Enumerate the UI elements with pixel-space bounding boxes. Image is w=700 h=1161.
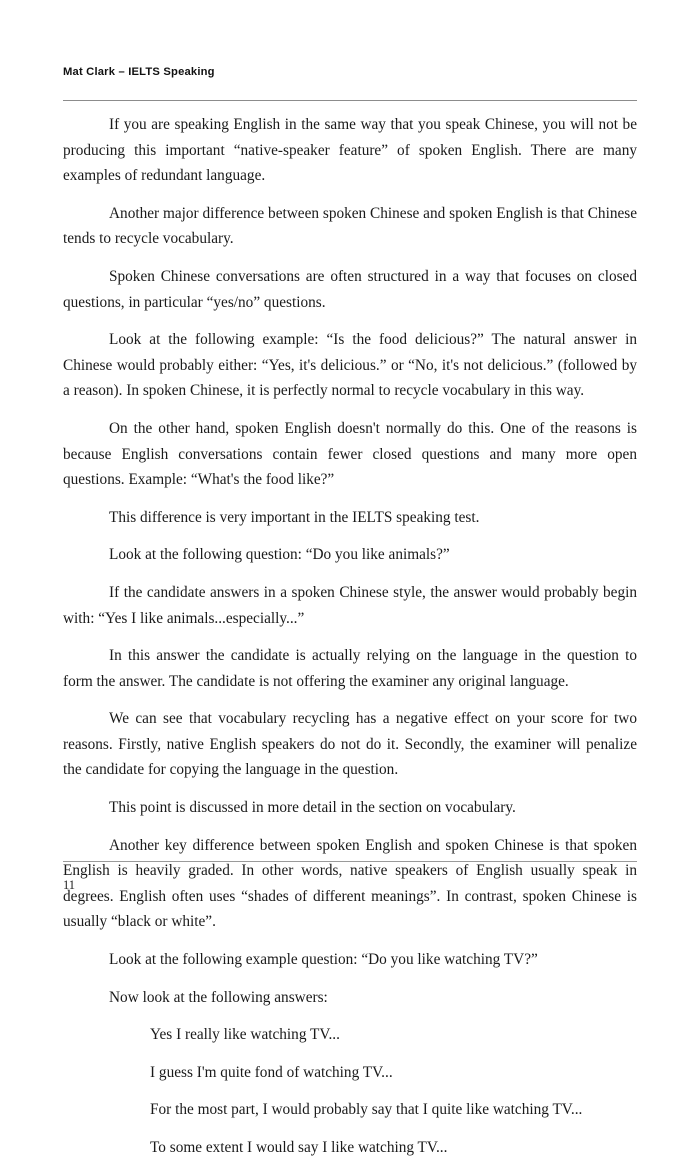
paragraph: On the other hand, spoken English doesn't normally do this. One of the reasons is because English conversations contain fewer closed questions and many more open questions. Example: “What's the food like?”	[63, 419, 637, 489]
footer-divider-rule	[63, 861, 637, 862]
paragraph: If you are speaking English in the same way that you speak Chinese, you will not be producing this important “native-speaker feature” of spoken English. There are many examples of redundant language.	[63, 116, 637, 185]
paragraph: In this answer the candidate is actually relying on the language in the question to form the answer. The candidate is not offering the examiner any original language.	[63, 647, 637, 690]
paragraph: This difference is very important in the IELTS speaking test.	[109, 508, 480, 526]
paragraph: Look at the following question: “Do you like animals?”	[109, 546, 450, 564]
paragraph: Another key difference between spoken English and spoken Chinese is that spoken English is heavily graded. In other words, native speakers of English usually speak in degrees. English often uses “shades of different meanings”. In contrast, spoken Chinese is usually “black or white”.	[63, 836, 637, 931]
paragraph: If the candidate answers in a spoken Chinese style, the answer would probably begin with: “Yes I like animals...especially...”	[63, 583, 637, 627]
paragraph: Look at the following example question: “Do you like watching TV?”	[109, 951, 538, 969]
answer-example-item: I guess I'm quite fond of watching TV...	[150, 1063, 393, 1081]
answer-example-item: For the most part, I would probably say that I quite like watching TV...	[150, 1101, 583, 1119]
answer-example-item: Yes I really like watching TV...	[150, 1026, 340, 1044]
paragraph: Look at the following example: “Is the food delicious?” The natural answer in Chinese would probably either: “Yes, it's delicious.” or “No, it's not delicious.” (followed by a reason). In spoken Chinese, it is perfectly normal to recycle vocabulary in this way.	[63, 331, 637, 400]
header-divider-rule	[63, 100, 637, 101]
paragraph: Another major difference between spoken Chinese and spoken English is that Chinese tends to recycle vocabulary.	[63, 204, 637, 248]
paragraph: We can see that vocabulary recycling has a negative effect on your score for two reasons. Firstly, native English speakers do not do it. Secondly, the examiner will penalize the candidate for copying the language in the question.	[63, 710, 637, 779]
page-number: 11	[63, 878, 76, 892]
paragraph: Now look at the following answers:	[109, 988, 328, 1006]
paragraph: This point is discussed in more detail in the section on vocabulary.	[109, 799, 516, 817]
answer-example-item: To some extent I would say I like watching TV...	[150, 1139, 448, 1156]
body-text-column	[63, 112, 637, 1161]
paragraph: Spoken Chinese conversations are often structured in a way that focuses on closed questions, in particular “yes/no” questions.	[63, 267, 637, 311]
running-header-title: Mat Clark – IELTS Speaking	[63, 66, 215, 78]
